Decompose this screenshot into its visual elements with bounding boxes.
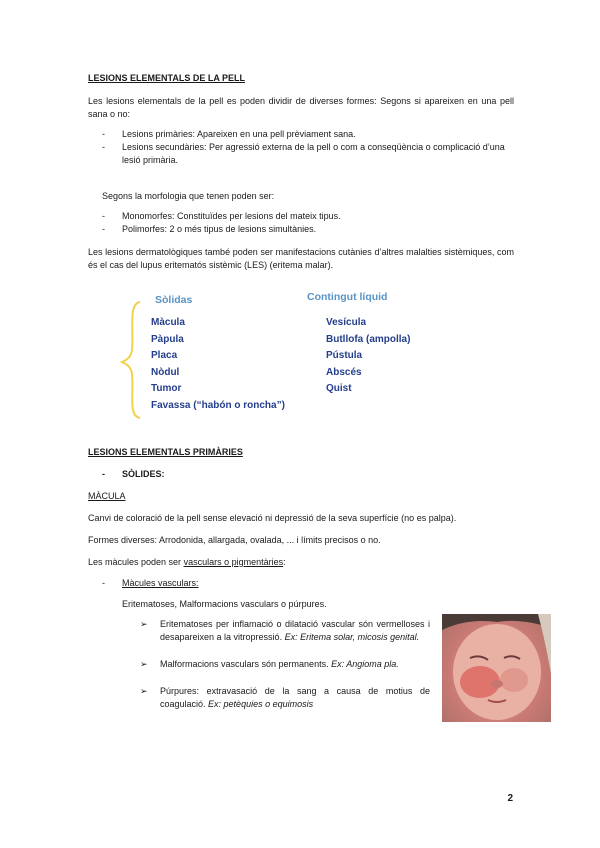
macula-shapes: Formes diverses: Arrodonida, allargada, ovalada, ... i límits precisos o no. — [88, 535, 381, 545]
solids-label: SÒLIDES: — [122, 469, 165, 479]
arrow-icon: ➢ — [140, 659, 148, 670]
section-title: LESIONS ELEMENTALS DE LA PELL — [88, 73, 246, 83]
list-item: Tumor — [151, 383, 182, 394]
list-item: Pústula — [326, 350, 363, 361]
macula-title: MÀCULA — [88, 491, 126, 501]
morphology-list — [102, 210, 514, 236]
vascular-list — [140, 618, 430, 711]
arrow-icon: ➢ — [140, 619, 148, 629]
infant-erythema-photo — [442, 614, 551, 722]
vascular-item: - Màcules vasculars: — [102, 578, 199, 588]
systemic-paragraph: Les lesions dermatològiques també poden ser manifestacions cutànies d’altres malalties sistèmiques, com és el cas del lupus eritematós sistèmic (LES) (eritema malar). — [88, 247, 514, 271]
list-item: - Lesions primàries: Apareixen en una pell prèviament sana. — [102, 129, 356, 139]
macula-types: Les màcules poden ser vasculars o pigmentàries: — [88, 557, 286, 567]
list-item: Placa — [151, 350, 178, 361]
list-item: ➢ Malformacions vasculars són permanents. Ex: Angioma pla. — [140, 658, 430, 671]
curly-brace — [120, 300, 144, 420]
list-item: Favassa (“habón o roncha”) — [151, 399, 285, 411]
solids-item: - SÒLIDES: — [102, 469, 165, 479]
origin-list — [102, 128, 514, 167]
macula-definition: Canvi de coloració de la pell sense elevació ni depressió de la seva superfície (no es palpa). — [88, 513, 457, 523]
liquid-list — [326, 315, 410, 398]
list-item: ➢ Eritematoses per inflamació o dilatació vascular són vermelloses i desapareixen a la vitropressió. Ex: Eritema solar, micosis genital. — [140, 618, 430, 644]
vascular-title: Màcules vasculars: — [122, 578, 199, 588]
solid-list — [151, 315, 285, 414]
liquid-header: Contingut líquid — [307, 291, 388, 303]
solid-header: Sòlidas — [155, 294, 193, 306]
list-item: Vesícula — [326, 317, 367, 328]
list-item: Nòdul — [151, 366, 180, 378]
arrow-icon: ➢ — [140, 686, 148, 697]
list-item: - Lesions secundàries: Per agressió externa de la pell o com a conseqüència o complicació d’una lesió primària. — [102, 142, 505, 166]
vascular-types: Eritematoses, Malformacions vasculars o púrpures. — [122, 599, 327, 609]
primary-title: LESIONS ELEMENTALS PRIMÀRIES — [88, 447, 243, 457]
page-number: 2 — [507, 793, 513, 804]
list-item: Butllofa (ampolla) — [326, 333, 411, 345]
list-item: Abscés — [326, 366, 362, 378]
list-item: Pàpula — [151, 333, 184, 345]
list-item: - Polimorfes: 2 o més tipus de lesions simultànies. — [102, 224, 317, 235]
list-item: Quist — [326, 383, 352, 394]
morphology-intro: Segons la morfologia que tenen poden ser: — [102, 191, 275, 201]
classification-figure — [120, 290, 420, 420]
intro-paragraph: Les lesions elementals de la pell es poden dividir de diverses formes: Segons si apareixen en una pell sana o no: — [88, 96, 514, 120]
list-item: ➢ Púrpures: extravasació de la sang a causa de motius de coagulació. Ex: petèquies o equimosis — [140, 685, 430, 711]
types-link: vasculars o pigmentàries — [183, 557, 284, 567]
list-item: Màcula — [151, 317, 185, 328]
list-item: - Monomorfes: Constituïdes per lesions del mateix tipus. — [102, 211, 341, 221]
